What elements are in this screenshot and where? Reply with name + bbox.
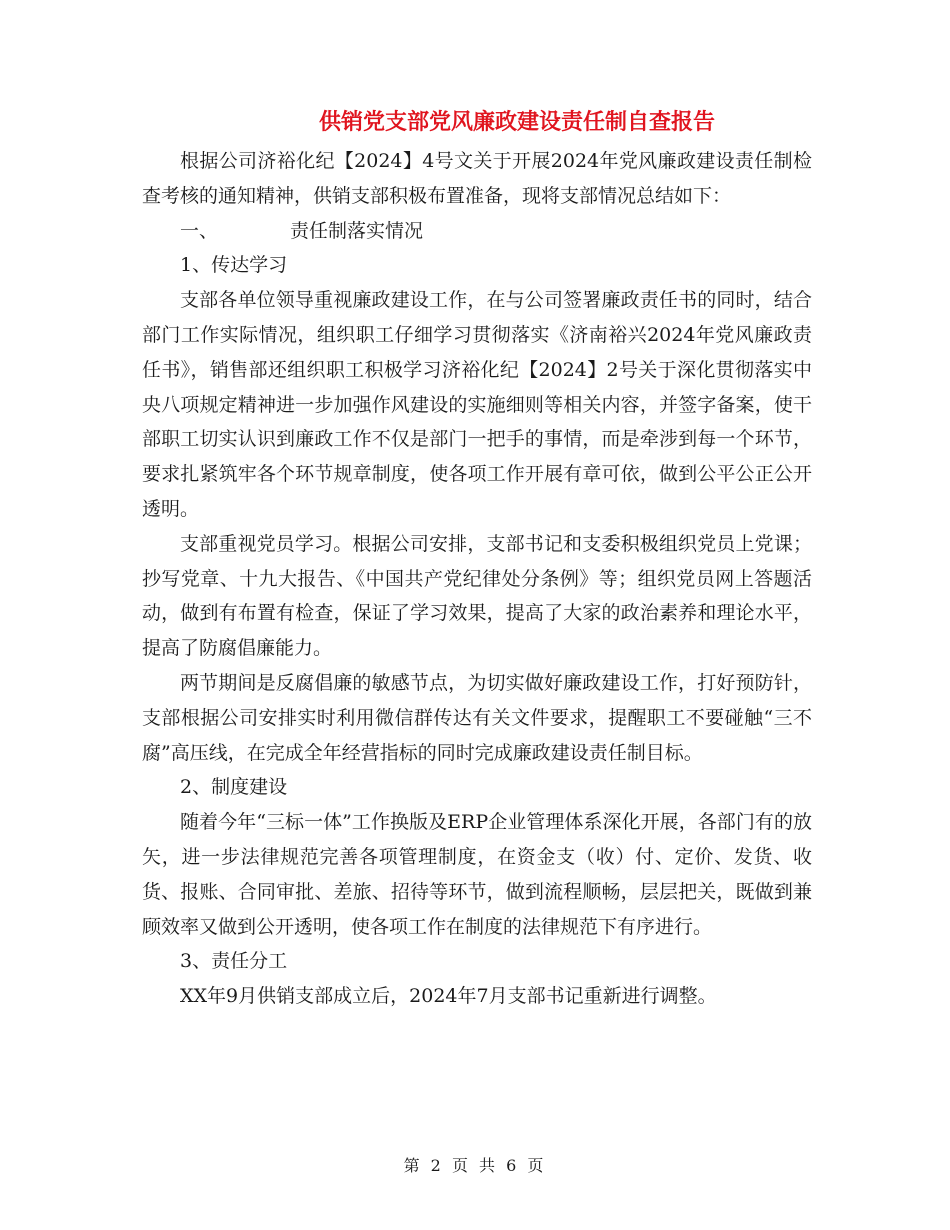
page-footer: 第 2 页 共 6 页 <box>403 1156 547 1175</box>
paragraph-1: 支部各单位领导重视廉政建设工作，在与公司签署廉政责任书的同时，结合部门工作实际情况，组织职工仔细学习贯彻落实《济南裕兴2024年党风廉政责任书》，销售部还组织职工积极学习济裕化纪【2024】2号关于深化贯彻落实中央八项规定精神进一步加强作风建设的实施细则等相关内容，并签字备案，使干部职工切实认识到廉政工作不仅是部门一把手的事情，而是牵涉到每一个环节，要求扎紧筑牢各个环节规章制度，使各项工作开展有章可依，做到公平公正公开透明。 <box>142 289 812 520</box>
paragraph-3: 两节期间是反腐倡廉的敏感节点，为切实做好廉政建设工作，打好预防针，支部根据公司安排实时利用微信群传达有关文件要求，提醒职工不要碰触“三不腐”高压线，在完成全年经营指标的同时完成廉政建设责任制目标。 <box>142 671 812 764</box>
document-title: 供销党支部党风廉政建设责任制自查报告 <box>318 109 715 135</box>
subheading-3: 3、责任分工 <box>180 950 288 973</box>
section-number: 一、 <box>180 219 219 242</box>
paragraph-4: 随着今年“三标一体”工作换版及ERP企业管理体系深化开展，各部门有的放矢，进一步法律规范完善各项管理制度，在资金支（收）付、定价、发货、收货、报账、合同审批、差旅、招待等环节，做到流程顺畅，层层把关，既做到兼顾效率又做到公开透明，使各项工作在制度的法律规范下有序进行。 <box>142 811 812 938</box>
subheading-2: 2、制度建设 <box>180 776 288 799</box>
document-page <box>142 100 812 1014</box>
subheading-1: 1、传达学习 <box>180 254 288 277</box>
section-heading-text: 责任制落实情况 <box>290 219 424 242</box>
intro-paragraph: 根据公司济裕化纪【2024】4号文关于开展2024年党风廉政建设责任制检查考核的通知精神，供销支部积极布置准备，现将支部情况总结如下： <box>142 150 812 207</box>
paragraph-5: XX年9月供销支部成立后，2024年7月支部书记重新进行调整。 <box>180 985 717 1008</box>
section-heading-1 <box>142 214 812 249</box>
paragraph-2: 支部重视党员学习。根据公司安排，支部书记和支委积极组织党员上党课；抄写党章、十九大报告、《中国共产党纪律处分条例》等；组织党员网上答题活动，做到有布置有检查，保证了学习效果，提高了大家的政治素养和理论水平，提高了防腐倡廉能力。 <box>142 532 812 660</box>
